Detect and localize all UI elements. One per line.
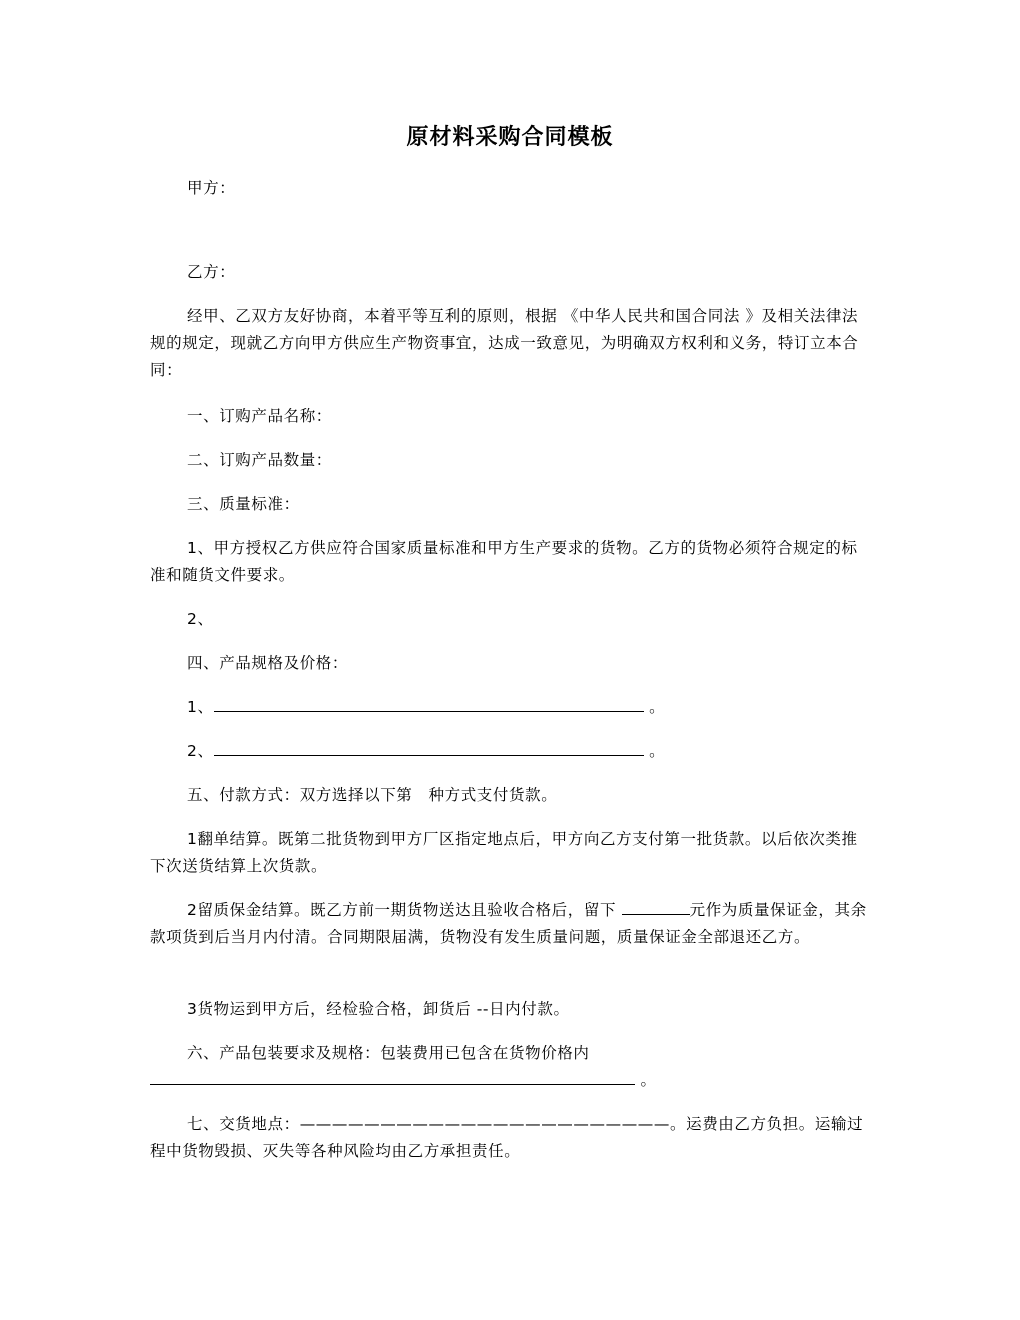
item-text-part-2: 元作为质量保证金，其余款项货到后当月内付清。合同期限届满，货物没有发生质量问题，质量保证金全部退还乙方。 [150, 901, 867, 946]
item-text-part-1: 2留质保金结算。既乙方前一期货物送达且验收合格后，留下 [187, 901, 622, 919]
section-5-item-3: 3货物运到甲方后，经检验合格，卸货后 --日内付款。 [187, 1000, 570, 1018]
section-2-heading: 二、订购产品数量： [187, 451, 332, 469]
line-end-mark: 。 [649, 742, 666, 760]
section-3-item-2: 2、 [187, 610, 214, 628]
item-number: 2、 [187, 742, 214, 760]
line-end-mark: 。 [640, 1071, 657, 1089]
section-4-heading: 四、产品规格及价格： [187, 654, 349, 672]
item-number: 1、 [187, 698, 214, 716]
section-1-heading: 一、订购产品名称： [187, 407, 332, 425]
fill-in-blank-line [214, 694, 644, 712]
section-5-item-2 [150, 897, 870, 951]
section-7-paragraph: 七、交货地点：———————————————————————。运费由乙方负担。运输过程中货物毁损、灭失等各种风险均由乙方承担责任。 [150, 1115, 864, 1160]
section-6-blank-row [150, 1067, 870, 1094]
section-4-item-1 [150, 694, 870, 721]
fill-in-blank-line [214, 738, 644, 756]
fill-in-blank-line [622, 897, 690, 915]
line-end-mark: 。 [649, 698, 666, 716]
party-a-label: 甲方： [187, 179, 236, 197]
section-5-heading: 五、付款方式：双方选择以下第 种方式支付货款。 [187, 786, 558, 804]
intro-paragraph: 经甲、乙双方友好协商，本着平等互利的原则，根据 《中华人民共和国合同法 》及相关法律法规的规定，现就乙方向甲方供应生产物资事宜，达成一致意见，为明确双方权利和义务，特订立本合同： [150, 307, 859, 379]
party-b-label: 乙方： [187, 263, 236, 281]
section-3-heading: 三、质量标准： [187, 495, 300, 513]
section-4-item-2 [150, 738, 870, 765]
section-3-item-1: 1、甲方授权乙方供应符合国家质量标准和甲方生产要求的货物。乙方的货物必须符合规定的标准和随货文件要求。 [150, 539, 858, 584]
fill-in-blank-line [150, 1067, 635, 1085]
section-5-item-1: 1翻单结算。既第二批货物到甲方厂区指定地点后，甲方向乙方支付第一批货款。以后依次类推下次送货结算上次货款。 [150, 830, 858, 875]
section-6-heading: 六、产品包装要求及规格：包装费用已包含在货物价格内 [187, 1044, 590, 1062]
document-title: 原材料采购合同模板 [406, 125, 614, 150]
